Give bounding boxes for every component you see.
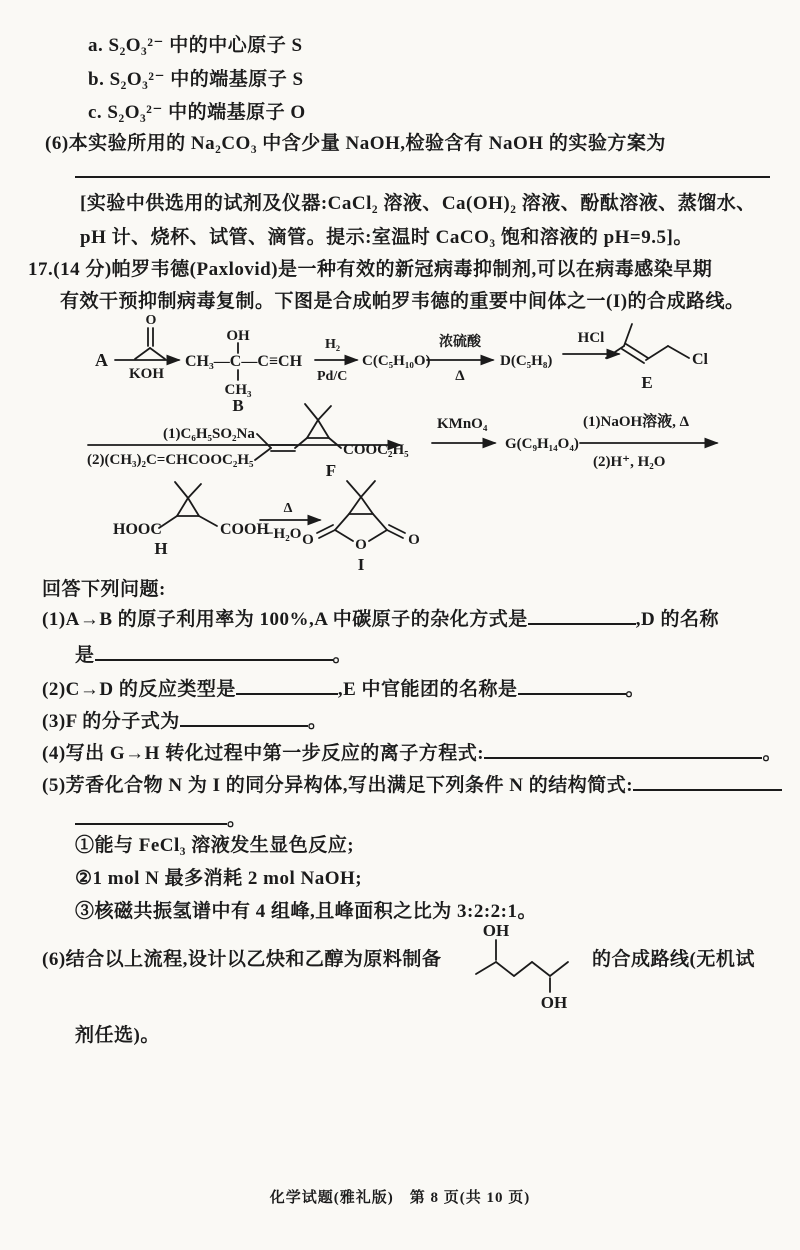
- answer-blank: [518, 674, 626, 695]
- compound-b-label: B: [232, 396, 244, 415]
- period: 。: [762, 743, 782, 764]
- answer-blank: [75, 804, 227, 825]
- condition-item-3: ③核磁共振氢谱中有 4 组峰,且峰面积之比为 3:2:2:1。: [75, 901, 537, 922]
- condition-conc-h2so4: 浓硫酸: [439, 335, 481, 350]
- answer-blank: [633, 770, 782, 791]
- condition-hcl: HCl: [577, 330, 605, 346]
- condition-kmno4: KMnO₄: [437, 416, 488, 432]
- condition-item-1: ①能与 FeCl₃ 溶液发生显色反应;: [75, 835, 355, 856]
- question-6-text-3: 剂任选)。: [75, 1025, 160, 1046]
- i-oxygen-left: O: [302, 532, 314, 548]
- question-5-line-2: [75, 804, 247, 831]
- condition-delta-2: Δ: [283, 501, 293, 516]
- answer-blank: [236, 674, 338, 695]
- f-ester-group: COOC₂H₅: [343, 442, 409, 458]
- question-17-intro-2: 有效干预抑制病毒复制。下图是合成帕罗韦德的重要中间体之一(I)的合成路线。: [60, 291, 745, 312]
- compound-f-label: F: [325, 461, 337, 480]
- acetone-oxygen: O: [145, 313, 157, 328]
- question-1-text-2: ,D 的名称: [635, 609, 719, 630]
- question-1-line-2: [75, 640, 352, 667]
- b-methyl-group: CH₃: [224, 382, 252, 398]
- synthesis-scheme-row-3: [95, 468, 525, 580]
- structure-i: [302, 481, 420, 574]
- question-1-text-3: 是: [75, 645, 95, 666]
- diol-oh-top: OH: [482, 921, 510, 940]
- structure-e: [606, 324, 709, 392]
- compound-a-label: A: [95, 350, 108, 370]
- condition-naoh: (1)NaOH溶液, Δ: [583, 414, 690, 430]
- structure-h: [113, 482, 269, 558]
- list-item-a: a. S₂O₃²⁻ 中的中心原子 S: [88, 35, 303, 56]
- i-oxygen-right: O: [408, 532, 420, 548]
- question-17-intro-1: 17.(14 分)帕罗韦德(Paxlovid)是一种有效的新冠病毒抑制剂,可以在病毒感染早期: [28, 259, 713, 280]
- answer-blank: [528, 604, 636, 625]
- compound-e-label: E: [641, 373, 653, 392]
- reagent-note-line-2: pH 计、烧杯、试管、滴管。提示:室温时 CaCO₃ 饱和溶液的 pH=9.5]。: [80, 227, 693, 248]
- e-chlorine: Cl: [692, 351, 708, 368]
- condition-pdc: Pd/C: [317, 369, 348, 384]
- b-oh-group: OH: [226, 328, 250, 344]
- condition-sulfinate: (1)C₆H₅SO₂Na: [163, 426, 255, 442]
- condition-minus-water: −H₂O: [265, 526, 302, 542]
- period: 。: [227, 809, 247, 830]
- question-2-line: [42, 674, 645, 701]
- list-item-b: b. S₂O₃²⁻ 中的端基原子 S: [88, 69, 304, 90]
- i-oxygen-center: O: [355, 537, 367, 553]
- question-1-line-1: [42, 604, 719, 631]
- list-item-c: c. S₂O₃²⁻ 中的端基原子 O: [88, 102, 306, 123]
- questions-prompt: 回答下列问题:: [42, 579, 166, 600]
- period: 。: [307, 711, 328, 732]
- condition-acid-hydrolysis: (2)H⁺, H₂O: [593, 454, 666, 470]
- answer-blank: [95, 640, 333, 661]
- period: 。: [625, 679, 646, 700]
- question-5-text: (5)芳香化合物 N 为 I 的同分异构体,写出满足下列条件 N 的结构简式:: [42, 775, 634, 796]
- question-16-6: (6)本实验所用的 Na₂CO₃ 中含少量 NaOH,检验含有 NaOH 的实验方案为: [45, 133, 666, 154]
- question-3-line: [42, 706, 327, 733]
- condition-item-2: ②1 mol N 最多消耗 2 mol NaOH;: [75, 868, 363, 889]
- compound-i-label: I: [357, 555, 365, 574]
- question-6-text-1: (6)结合以上流程,设计以乙炔和乙醇为原料制备: [42, 949, 442, 970]
- structure-hexanediol: [452, 916, 602, 1024]
- structure-acetone: [135, 313, 165, 359]
- question-6-text-2: 的合成路线(无机试: [592, 949, 755, 970]
- b-chain: CH₃—C—C≡CH: [185, 353, 303, 370]
- question-4-text: (4)写出 G→H 转化过程中第一步反应的离子方程式:: [42, 743, 485, 764]
- reagent-note-line-1: [实验中供选用的试剂及仪器:CaCl₂ 溶液、Ca(OH)₂ 溶液、酚酞溶液、蒸馏水、: [80, 193, 756, 214]
- answer-blank: [180, 706, 308, 727]
- question-3-text: (3)F 的分子式为: [42, 711, 180, 732]
- period: 。: [332, 645, 353, 666]
- condition-delta-1: Δ: [455, 368, 465, 384]
- h-hooc-group: HOOC: [113, 521, 162, 538]
- question-2-text-1: (2)C→D 的反应类型是: [42, 679, 236, 700]
- compound-d-formula: D(C₅H₈): [500, 353, 553, 369]
- condition-koh: KOH: [129, 366, 165, 382]
- condition-h2: H₂: [325, 337, 341, 352]
- page-footer: 化学试题(雅礼版) 第 8 页(共 10 页): [269, 1190, 531, 1206]
- h-cooh-group: COOH: [220, 521, 269, 538]
- compound-g-formula: G(C₉H₁₄O₄): [505, 436, 579, 452]
- compound-c-formula: C(C₅H₁₀O): [362, 353, 431, 369]
- question-5-line-1: [42, 770, 782, 797]
- answer-blank-line: [75, 176, 770, 178]
- condition-ester-reagent: (2)(CH₃)₂C=CHCOOC₂H₅: [87, 452, 254, 468]
- diol-oh-bottom: OH: [540, 993, 568, 1012]
- question-2-text-2: ,E 中官能团的名称是: [337, 679, 518, 700]
- question-4-line: [42, 738, 782, 765]
- compound-h-label: H: [154, 539, 168, 558]
- question-1-text-1: (1)A→B 的原子利用率为 100%,A 中碳原子的杂化方式是: [42, 609, 528, 630]
- answer-blank: [484, 738, 762, 759]
